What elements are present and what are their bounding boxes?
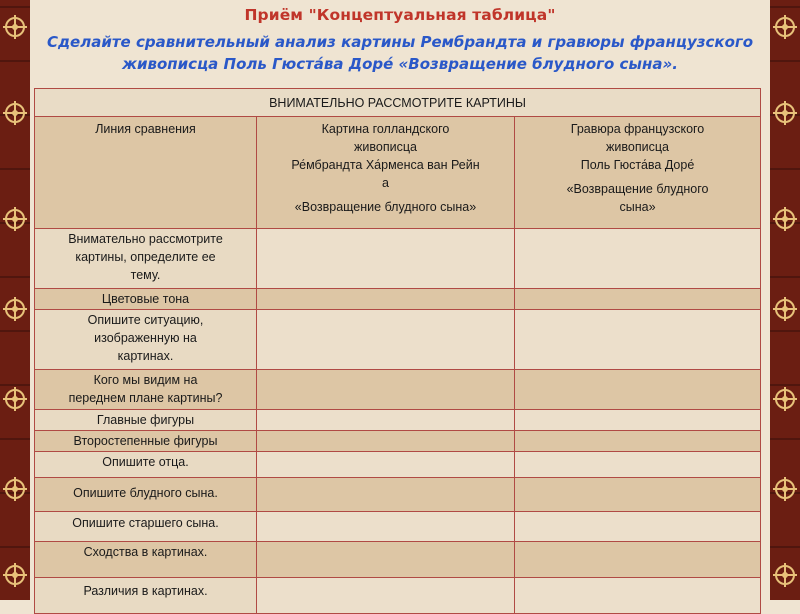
- answer-cell[interactable]: [257, 370, 515, 410]
- table-row-label: Главные фигуры: [35, 410, 257, 431]
- column-header-rembrandt: Картина голландского живописца Ре́мбрандта Ха́рменса ван Рейн а «Возвращение блудного сына»: [257, 117, 515, 229]
- cross-ornament-icon: [2, 476, 28, 502]
- answer-cell[interactable]: [257, 229, 515, 289]
- subtitle-line: Сделайте сравнительный анализ картины Рембрандта и гравюры французского: [46, 33, 754, 51]
- slide-content: [30, 0, 770, 600]
- table-row-label: Второстепенные фигуры: [35, 431, 257, 452]
- answer-cell[interactable]: [515, 478, 761, 512]
- column-header-dore: Гравюра французского живописца Поль Гюста́ва Доре́ «Возвращение блудного сына»: [515, 117, 761, 229]
- table-row-label: Внимательно рассмотрите картины, определите ее тему.: [35, 229, 257, 289]
- table-row-label: Различия в картинах.: [35, 578, 257, 614]
- answer-cell[interactable]: [515, 229, 761, 289]
- cross-ornament-icon: [772, 296, 798, 322]
- subtitle-line: живописца Поль Гюста́ва Доре́ «Возвращение блудного сына».: [122, 55, 678, 73]
- table-row-label: Опишите блудного сына.: [35, 478, 257, 512]
- table-row-label: Цветовые тона: [35, 289, 257, 310]
- cross-ornament-icon: [772, 206, 798, 232]
- cross-ornament-icon: [2, 14, 28, 40]
- table-caption: ВНИМАТЕЛЬНО РАССМОТРИТЕ КАРТИНЫ: [35, 89, 761, 117]
- answer-cell[interactable]: [257, 410, 515, 431]
- table-row-label: Опишите старшего сына.: [35, 512, 257, 542]
- table-row-label: Опишите ситуацию, изображенную на картинах.: [35, 310, 257, 370]
- answer-cell[interactable]: [257, 542, 515, 578]
- slide-subtitle: [40, 31, 760, 75]
- cross-ornament-icon: [772, 562, 798, 588]
- table-row-label: Опишите отца.: [35, 452, 257, 478]
- answer-cell[interactable]: [257, 289, 515, 310]
- cross-ornament-icon: [772, 476, 798, 502]
- comparison-table: [34, 88, 761, 614]
- right-ornament-border: [770, 0, 800, 600]
- answer-cell[interactable]: [257, 512, 515, 542]
- answer-cell[interactable]: [515, 410, 761, 431]
- answer-cell[interactable]: [515, 289, 761, 310]
- answer-cell[interactable]: [257, 310, 515, 370]
- cross-ornament-icon: [2, 386, 28, 412]
- cross-ornament-icon: [2, 206, 28, 232]
- column-header-comparison-line: Линия сравнения: [35, 117, 257, 229]
- cross-ornament-icon: [772, 386, 798, 412]
- answer-cell[interactable]: [515, 542, 761, 578]
- slide-title: Приём "Концептуальная таблица": [244, 6, 556, 24]
- table-row-label: Сходства в картинах.: [35, 542, 257, 578]
- cross-ornament-icon: [2, 562, 28, 588]
- answer-cell[interactable]: [515, 310, 761, 370]
- answer-cell[interactable]: [515, 578, 761, 614]
- answer-cell[interactable]: [515, 370, 761, 410]
- answer-cell[interactable]: [515, 512, 761, 542]
- cross-ornament-icon: [772, 100, 798, 126]
- answer-cell[interactable]: [515, 431, 761, 452]
- answer-cell[interactable]: [257, 578, 515, 614]
- answer-cell[interactable]: [515, 452, 761, 478]
- cross-ornament-icon: [2, 100, 28, 126]
- answer-cell[interactable]: [257, 431, 515, 452]
- left-ornament-border: [0, 0, 30, 600]
- answer-cell[interactable]: [257, 452, 515, 478]
- answer-cell[interactable]: [257, 478, 515, 512]
- cross-ornament-icon: [2, 296, 28, 322]
- table-row-label: Кого мы видим на переднем плане картины?: [35, 370, 257, 410]
- cross-ornament-icon: [772, 14, 798, 40]
